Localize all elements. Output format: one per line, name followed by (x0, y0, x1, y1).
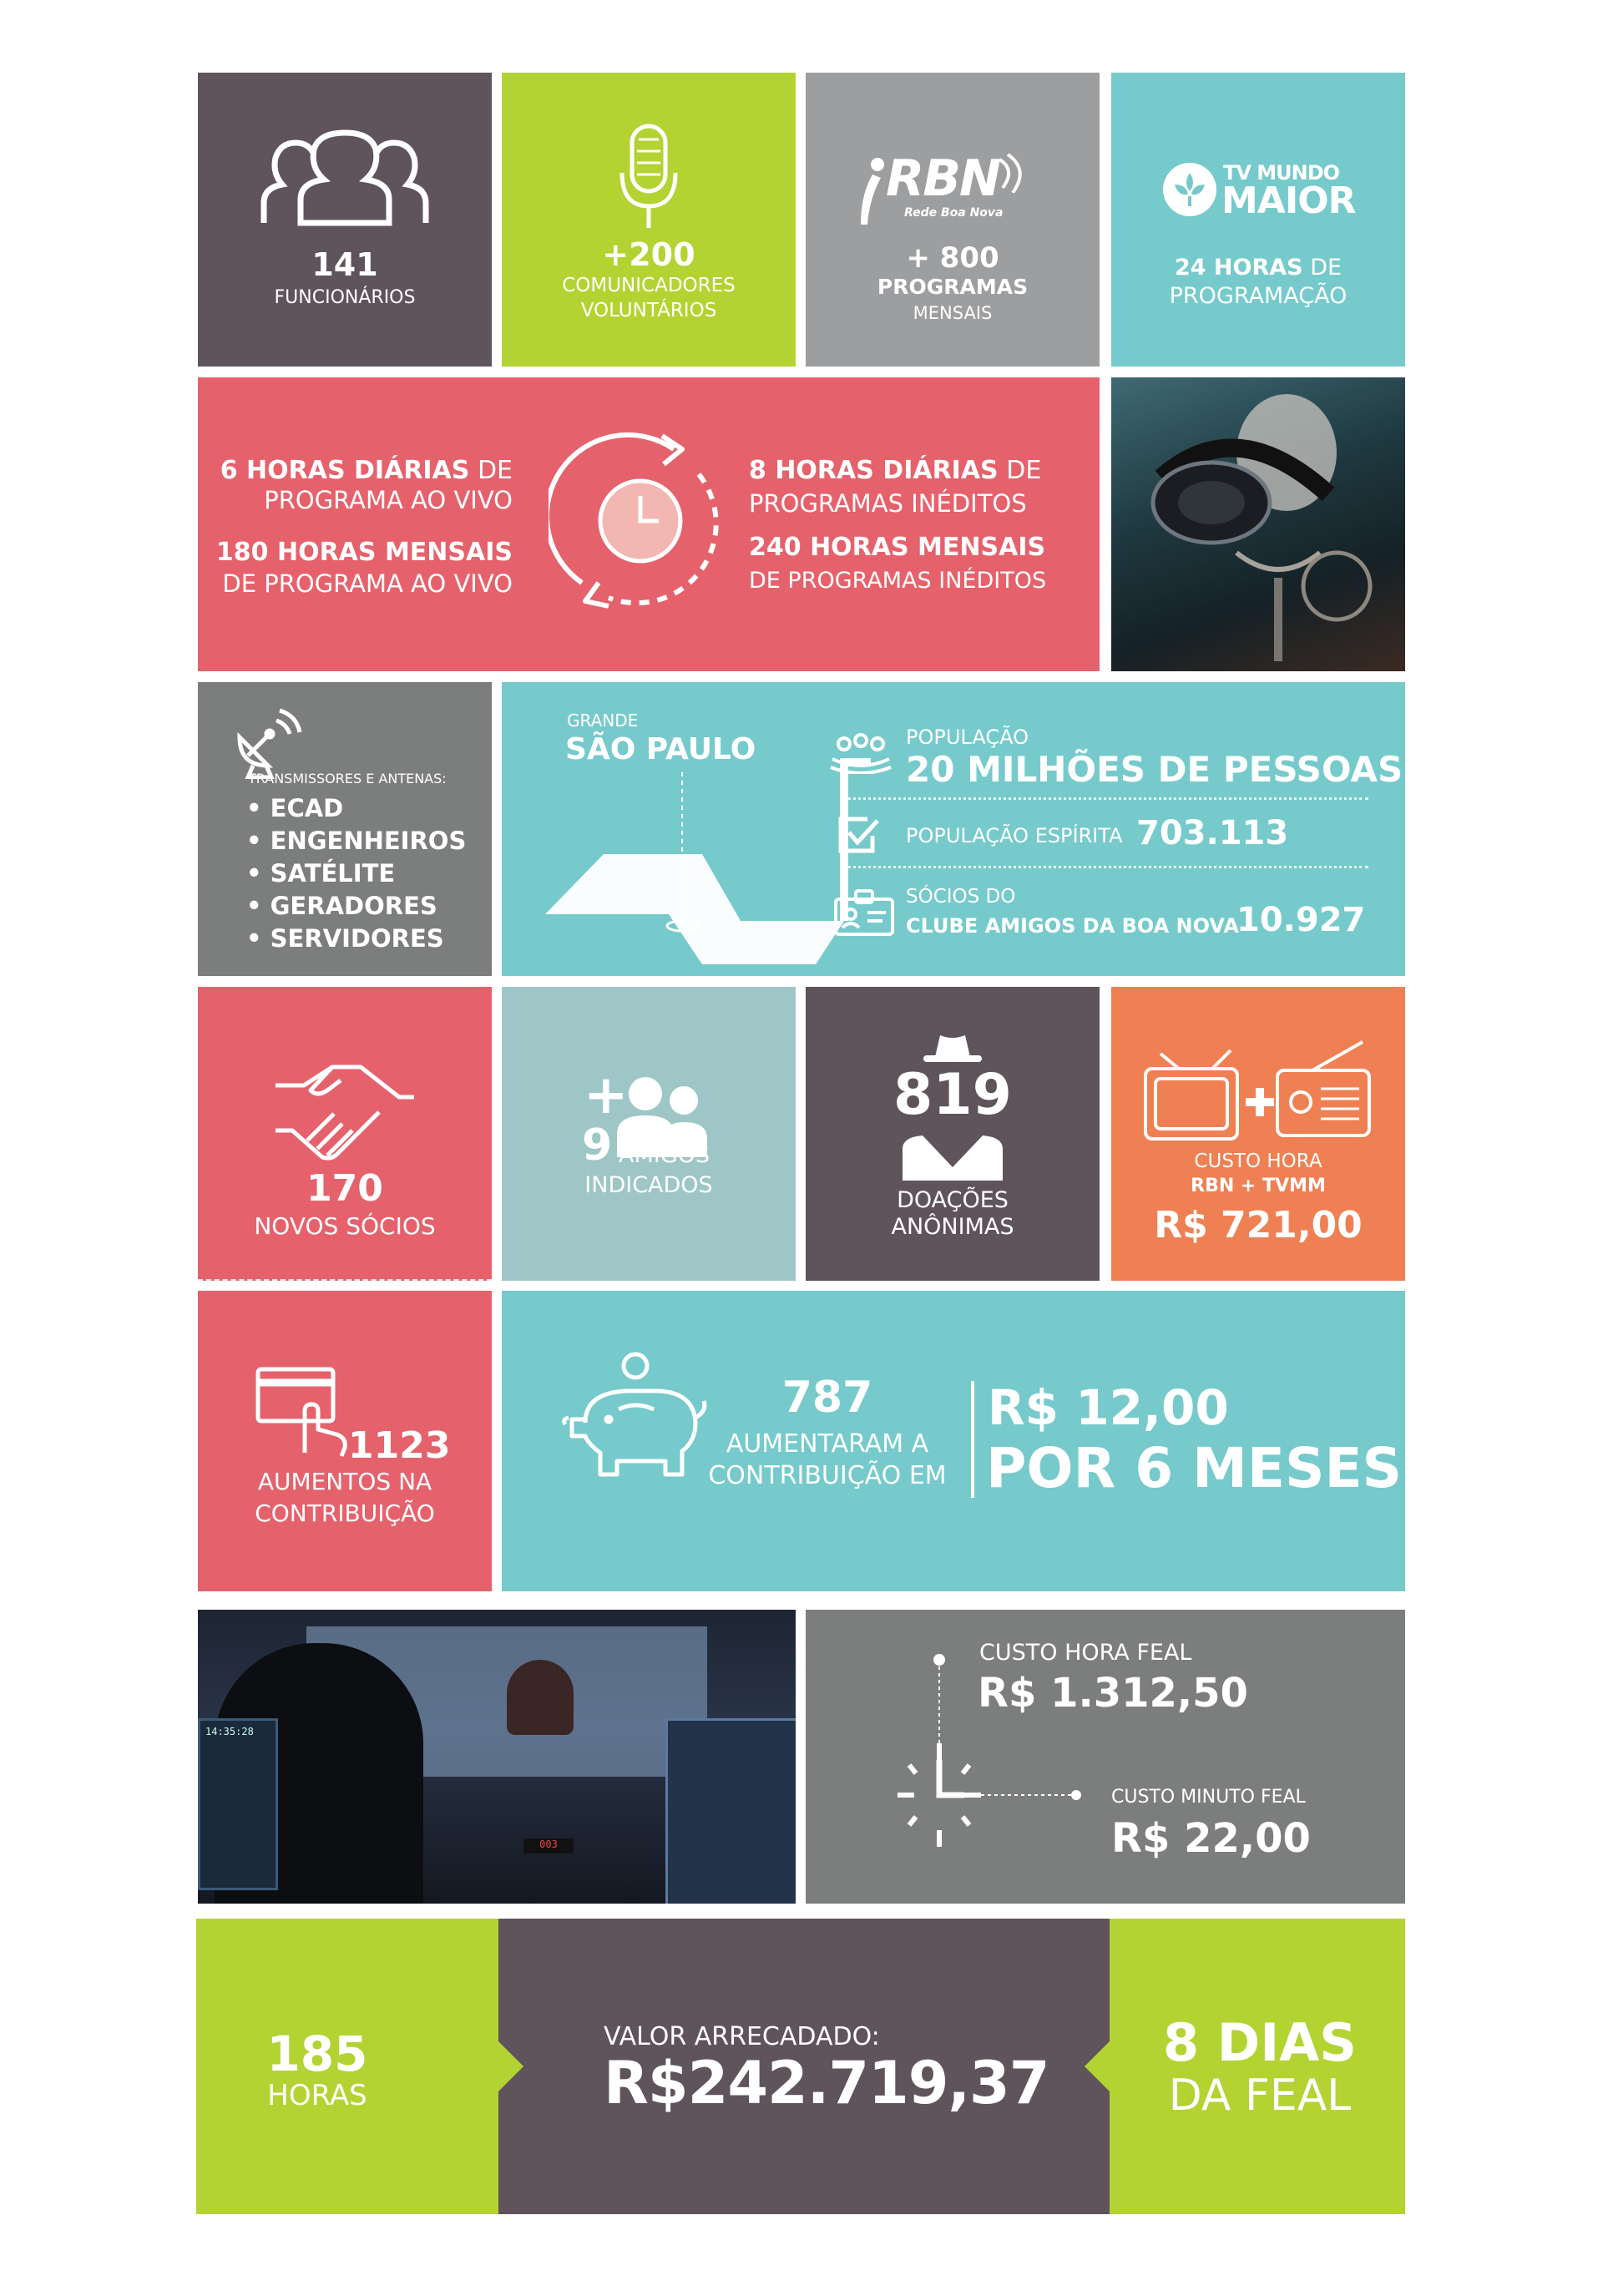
feal-cost-tile (806, 1610, 1405, 1904)
new-members-label: NOVOS SÓCIOS (254, 1212, 436, 1240)
live-daily-de: DE (477, 456, 513, 485)
volunteers-label-1: COMUNICADORES (562, 275, 736, 296)
member-card-icon (832, 888, 896, 938)
feal-hour-value: R$ 1.312,50 (978, 1670, 1248, 1717)
live-daily-sub: PROGRAMA AO VIVO (264, 486, 513, 514)
clock-cycle-icon (549, 424, 741, 625)
rbn-label-1: PROGRAMAS (877, 275, 1029, 299)
hour-cost-tile (1111, 987, 1405, 1281)
live-daily (220, 456, 513, 485)
new-daily-sub: PROGRAMAS INÉDITOS (749, 489, 1027, 518)
friends-tile (502, 987, 796, 1281)
new-monthly-sub: DE PROGRAMAS INÉDITOS (749, 568, 1047, 594)
microphone-photo (1111, 377, 1405, 671)
footer-days-tile (1110, 1919, 1405, 2214)
footer-hours-number: 185 (266, 2025, 368, 2082)
contribution-label-1: AUMENTARAM A (726, 1429, 929, 1459)
contribution-value-2: POR 6 MESES (986, 1436, 1403, 1500)
increase-tile (198, 1291, 492, 1591)
new-members-divider (198, 1279, 492, 1281)
handshake-icon (274, 1060, 416, 1161)
live-monthly: 180 HORAS MENSAIS (215, 538, 513, 567)
infra-list (246, 792, 466, 955)
sp-pop-label: POPULAÇÃO (906, 726, 1029, 749)
anonymous-label-1: DOAÇÕES (897, 1187, 1009, 1213)
studio-monitor-clock: 14:35:28 (205, 1726, 254, 1737)
footer-arrow-left (498, 2041, 523, 2091)
anonymous-label-2: ANÔNIMAS (891, 1214, 1014, 1240)
satellite-dish-icon (231, 704, 306, 779)
rbn-label-2: MENSAIS (913, 303, 993, 323)
rbn-tile (806, 73, 1100, 367)
staff-tile (198, 73, 492, 367)
new-daily-bold: 8 HORAS DIÁRIAS (749, 456, 999, 485)
credit-card-icon (255, 1366, 355, 1458)
sp-divider-2 (842, 866, 1368, 868)
hour-cost-label-1: CUSTO HORA (1194, 1151, 1322, 1172)
friends-count: 9 (582, 1120, 613, 1171)
studio-mic-illustration (1111, 377, 1405, 671)
anonymous-count: 819 (893, 1062, 1012, 1128)
anonymous-tile (806, 987, 1100, 1281)
staff-count: 141 (311, 246, 378, 283)
friends-plus: + (584, 1065, 629, 1126)
infra-item-ecad: • ECAD (246, 794, 344, 822)
footer-raised-label: VALOR ARRECADADO: (604, 2022, 880, 2051)
hours-tile (198, 377, 1100, 671)
infra-item-satellite: • SATÉLITE (246, 859, 396, 888)
studio-photo (198, 1610, 796, 1904)
footer-days-number: 8 DIAS (1163, 2012, 1357, 2073)
tvmm-tile (1111, 73, 1405, 367)
sp-city: SÃO PAULO (565, 732, 756, 766)
staff-label: FUNCIONÁRIOS (274, 287, 416, 308)
live-monthly-sub: DE PROGRAMA AO VIVO (222, 569, 513, 598)
tvmm-logo-bottom: MAIOR (1221, 180, 1356, 222)
microphone-icon (615, 123, 682, 231)
flower-icon (1163, 163, 1216, 216)
sp-club-label-2: CLUBE AMIGOS DA BOA NOVA (906, 914, 1239, 938)
rbn-logo-figure (856, 153, 889, 228)
hour-cost-label-2: RBN + TVMM (1191, 1176, 1326, 1196)
tvmm-hours: 24 HORAS (1174, 255, 1303, 281)
footer-arrow-right (1085, 2041, 1110, 2091)
contribution-tile (502, 1291, 1405, 1591)
hat-icon (923, 1034, 982, 1062)
people-icon (257, 129, 432, 230)
studio-monitor-right (665, 1718, 796, 1904)
studio-counter: 003 (523, 1838, 574, 1853)
friends-label-2: INDICADOS (584, 1172, 713, 1198)
infra-item-generators: • GERADORES (246, 892, 437, 920)
tvmm-logo-top: TV MUNDO (1223, 161, 1340, 185)
volunteers-label-2: VOLUNTÁRIOS (580, 300, 717, 321)
increase-label-2: CONTRIBUIÇÃO (255, 1499, 435, 1527)
new-daily-de: DE (1006, 456, 1042, 485)
tvmm-de: DE (1310, 255, 1343, 281)
host-figure (507, 1660, 574, 1735)
rbn-count: + 800 (906, 241, 999, 275)
footer-days-label: DA FEAL (1168, 2071, 1352, 2121)
footer-hours-label: HORAS (267, 2079, 367, 2112)
rbn-logo-sub: Rede Boa Nova (904, 206, 1004, 220)
new-monthly: 240 HORAS MENSAIS (749, 533, 1046, 562)
footer-raised-tile (498, 1919, 1110, 2214)
radio-figure-icon (856, 153, 889, 228)
live-daily-bold: 6 HORAS DIÁRIAS (220, 456, 470, 485)
footer-raised-value: R$242.719,37 (604, 2049, 1049, 2117)
contribution-value-1: R$ 12,00 (988, 1379, 1229, 1436)
footer-hours-tile (196, 1919, 498, 2214)
new-members-count: 170 (306, 1167, 383, 1210)
volunteers-count: +200 (602, 236, 695, 273)
signal-waves-icon (996, 151, 1029, 193)
increase-label-1: AUMENTOS NA (257, 1468, 432, 1495)
infra-title: TRANSMISSORES E ANTENAS: (248, 771, 447, 786)
feal-hour-label: CUSTO HORA FEAL (979, 1640, 1192, 1666)
feal-minute-label: CUSTO MINUTO FEAL (1111, 1787, 1306, 1808)
sp-divider-1 (842, 797, 1368, 800)
sp-spirit-label: POPULAÇÃO ESPÍRITA (906, 824, 1123, 847)
new-members-tile (198, 987, 492, 1281)
hour-cost-value: R$ 721,00 (1154, 1204, 1363, 1247)
checkbox-icon (837, 816, 879, 854)
sao-paulo-tile (502, 682, 1405, 976)
tvmm-line-2: PROGRAMAÇÃO (1169, 283, 1348, 309)
volunteers-tile (502, 73, 796, 367)
sp-spirit-value: 703.113 (1136, 814, 1289, 852)
contribution-label-2: CONTRIBUIÇÃO EM (708, 1461, 947, 1490)
tvmm-logo-circle (1163, 163, 1216, 216)
sp-pop-value: 20 MILHÕES DE PESSOAS (906, 749, 1403, 790)
population-icon (827, 732, 894, 774)
feal-minute-value: R$ 22,00 (1111, 1815, 1311, 1862)
sp-club-value: 10.927 (1236, 901, 1366, 939)
coat-icon (903, 1134, 1003, 1181)
rbn-logo-text: RBN (886, 149, 1000, 208)
sp-grande: GRANDE (567, 711, 639, 731)
piggy-bank-icon (560, 1349, 710, 1491)
contribution-divider (971, 1381, 974, 1498)
infrastructure-tile (198, 682, 492, 976)
tv-radio-icon (1137, 1035, 1379, 1144)
tvmm-line-1 (1111, 255, 1405, 281)
increase-count: 1123 (348, 1424, 451, 1467)
infra-item-engineers: • ENGENHEIROS (246, 827, 467, 855)
studio-monitor-left (198, 1718, 278, 1890)
friends-label-1: AMIGOS (619, 1142, 710, 1168)
infra-item-servers: • SERVIDORES (246, 924, 444, 953)
contribution-count: 787 (781, 1373, 873, 1423)
new-daily (749, 456, 1041, 485)
sp-club-label-1: SÓCIOS DO (906, 886, 1016, 908)
